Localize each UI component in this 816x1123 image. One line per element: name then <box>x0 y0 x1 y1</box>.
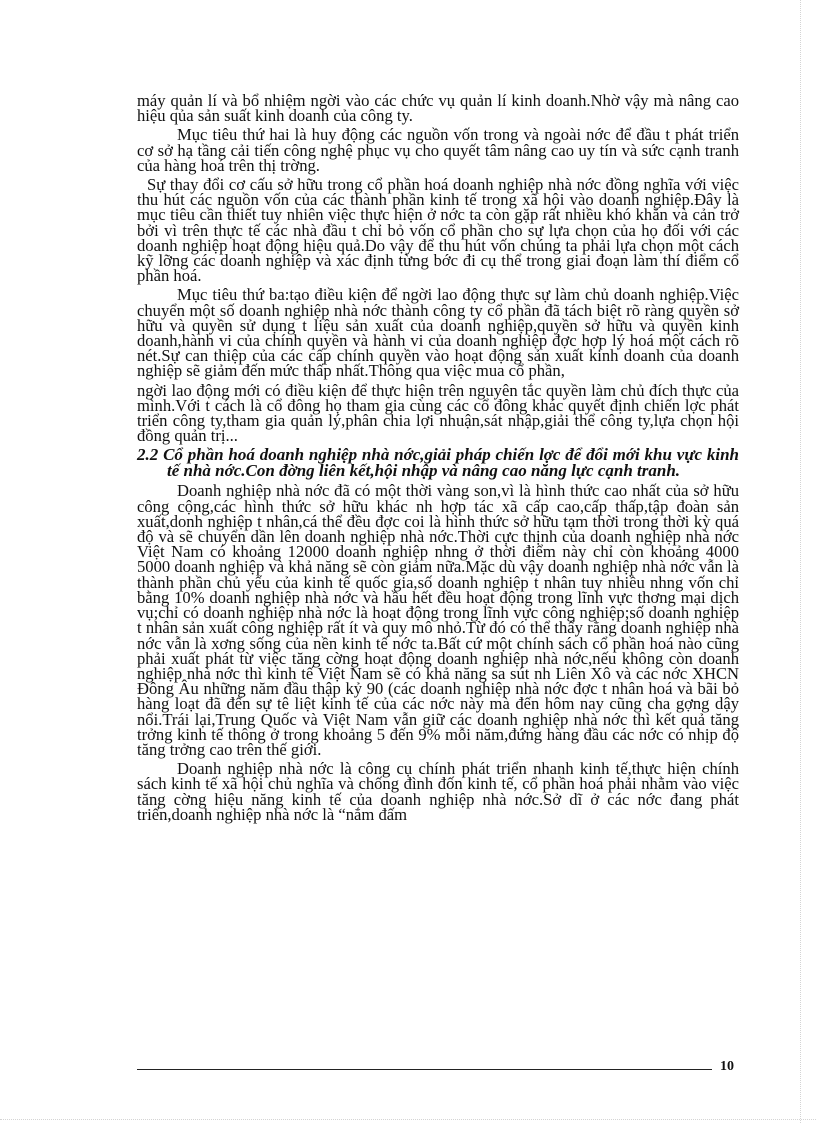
page-number: 10 <box>720 1059 734 1074</box>
section-heading: 2.2 Cổ phần hoá doanh nghiệp nhà nớc,giải pháp chiến lợc để đổi mới khu vực kinh tế nhà nớc.Con đờng liên kết,hội nhập và nâng cao năng lực cạnh tranh. <box>137 445 739 481</box>
paragraph-4: Mục tiêu thứ ba:tạo điều kiện để ngời lao động thực sự làm chủ doanh nghiệp.Việc chuyển một số doanh nghiệp nhà nớc thành công ty cổ phần đã tách biệt rõ ràng quyền sở hữu và quyền sử dụng t liệu sản xuất của doanh nghiệp,quyền sở hữu và quyền kinh doanh,hành vi của chính quyền và hành vi của doanh nghiệp đợc hợp lý hoá một cách rõ nét.Sự can thiệp của các cấp chính quyền vào hoạt động sản xuất kinh doanh của doanh nghiệp sẽ giảm đến mức thấp nhất.Thông qua việc mua cổ phần, <box>137 285 739 381</box>
paragraph-5: ngời lao động mới có điều kiện để thực hiện trên nguyên tắc quyền làm chủ đích thực của mình.Với t cách là cổ đông họ tham gia cùng các cổ đông khác quyết định chiến lợc phát triển công ty,tham gia quản lý,phân chia lợi nhuận,sát nhập,giải thể công ty,lựa chọn hội đồng quản trị... <box>137 380 739 446</box>
paragraph-6: Doanh nghiệp nhà nớc đã có một thời vàng son,vì là hình thức cao nhất của sở hữu công cộng,các hình thức sở hữu khác nh hợp tác xã cấp cao,cấp thấp,tập đoàn sản xuất,donh nghiệp t nhân,cá thể đều đợc coi là hình thức sở hữu tạm thời trong thời kỳ quá độ và sẽ chuyển dần lên doanh nghiệp nhà nớc.Thời cực thịnh của doanh nghiệp nhà nớc Việt Nam có khoảng 12000 doanh nghiệp nhng ở thời điểm này chỉ còn khoảng 4000 5000 doanh nghiệp và khả năng sẽ còn giảm nữa.Mặc dù vậy doanh nghiệp nhà nớc vẫn là thành phần chủ yếu của kinh tế quốc gia,số doanh nghiệp t nhân tuy nhiều nhng vốn chỉ bằng 10% doanh nghiệp nhà nớc và hầu hết đều hoạt động trong lĩnh vực thơng mại dịch vụ;chỉ có doanh nghiệp nhà nớc là hoạt động trong lĩnh vực công nghiệp;số doanh nghiệp t nhân sản xuất công nghiệp rất ít và quy mô nhỏ.Từ đó có thể thấy rằng doanh nghiệp nhà nớc vẫn là xơng sống của nền kinh tế nớc ta.Bất cứ một chính sách cổ phần hoá nào cũng phải xuất phát từ việc tăng cờng hoạt động doanh nghiệp nhà nớc,nếu không còn doanh nghiệp nhà nớc thì kinh tế Việt Nam sẽ có khả năng sa sút nh Liên Xô và các nớc XHCN Đông Âu những năm đầu thập kỷ 90 (các doanh nghiệp nhà nớc đợc t nhân hoá và bãi bỏ hàng loạt đã đến sự tê liệt kinh tế của các nớc này mà đến hôm nay cũng cha gợng dậy nổi.Trái lại,Trung Quốc và Việt Nam vẫn giữ các doanh nghiệp nhà nớc thì kết quả tăng trởng kinh tế thông ở trong khoảng 5 đến 9% mỗi năm,đứng hàng đầu các nớc có nhịp độ tăng trởng cao trên thế giới. <box>137 481 739 759</box>
footer-rule <box>137 1069 712 1070</box>
paragraph-7: Doanh nghiệp nhà nớc là công cụ chính phát triển nhanh kinh tế,thực hiện chính sách kinh tế xã hội chủ nghĩa và chống đình đốn kinh tế, cổ phần hoá phải nhằm vào việc tăng cờng hiệu năng kinh tế của doanh nghiệp nhà nớc.Sở dĩ ở các nớc đang phát triển,doanh nghiệp nhà nớc là “nắm đấm <box>137 759 739 824</box>
page-edge-bottom <box>0 1119 816 1120</box>
page-edge-right <box>800 0 801 1123</box>
page-body <box>137 93 739 826</box>
paragraph-2: Mục tiêu thứ hai là huy động các nguồn vốn trong và ngoài nớc để đầu t phát triển cơ sở hạ tầng cải tiến công nghệ phục vụ cho quyết tâm nâng cao uy tín và sức cạnh tranh của hàng hoá trên thị trờng. <box>137 125 739 175</box>
paragraph-1: máy quản lí và bổ nhiệm ngời vào các chức vụ quản lí kinh doanh.Nhờ vậy mà nâng cao hiệu qủa sản suất kinh doanh của công ty. <box>137 91 739 126</box>
paragraph-3: Sự thay đổi cơ cấu sở hữu trong cổ phần hoá doanh nghiệp nhà nớc đồng nghĩa với việc thu hút các nguồn vốn của các thành phần kinh tế trong xã hội vào doanh nghiệp.Đây là mục tiêu cần thiết tuy nhiên việc thực hiện ở nớc ta còn gặp rất nhiều khó khăn và cản trở bởi vì trên thực tế các nhà đầu t chỉ bỏ vốn cổ phần cho sự lựa chọn của họ đối với các doanh nghiệp hoạt động hiệu quả.Do vậy để thu hút vốn chúng ta phải lựa chọn một cách kỹ lỡng các doanh nghiệp và xác định từng bớc đi cụ thể trong giai đoạn làm thí điểm cổ phần hoá. <box>137 175 739 286</box>
